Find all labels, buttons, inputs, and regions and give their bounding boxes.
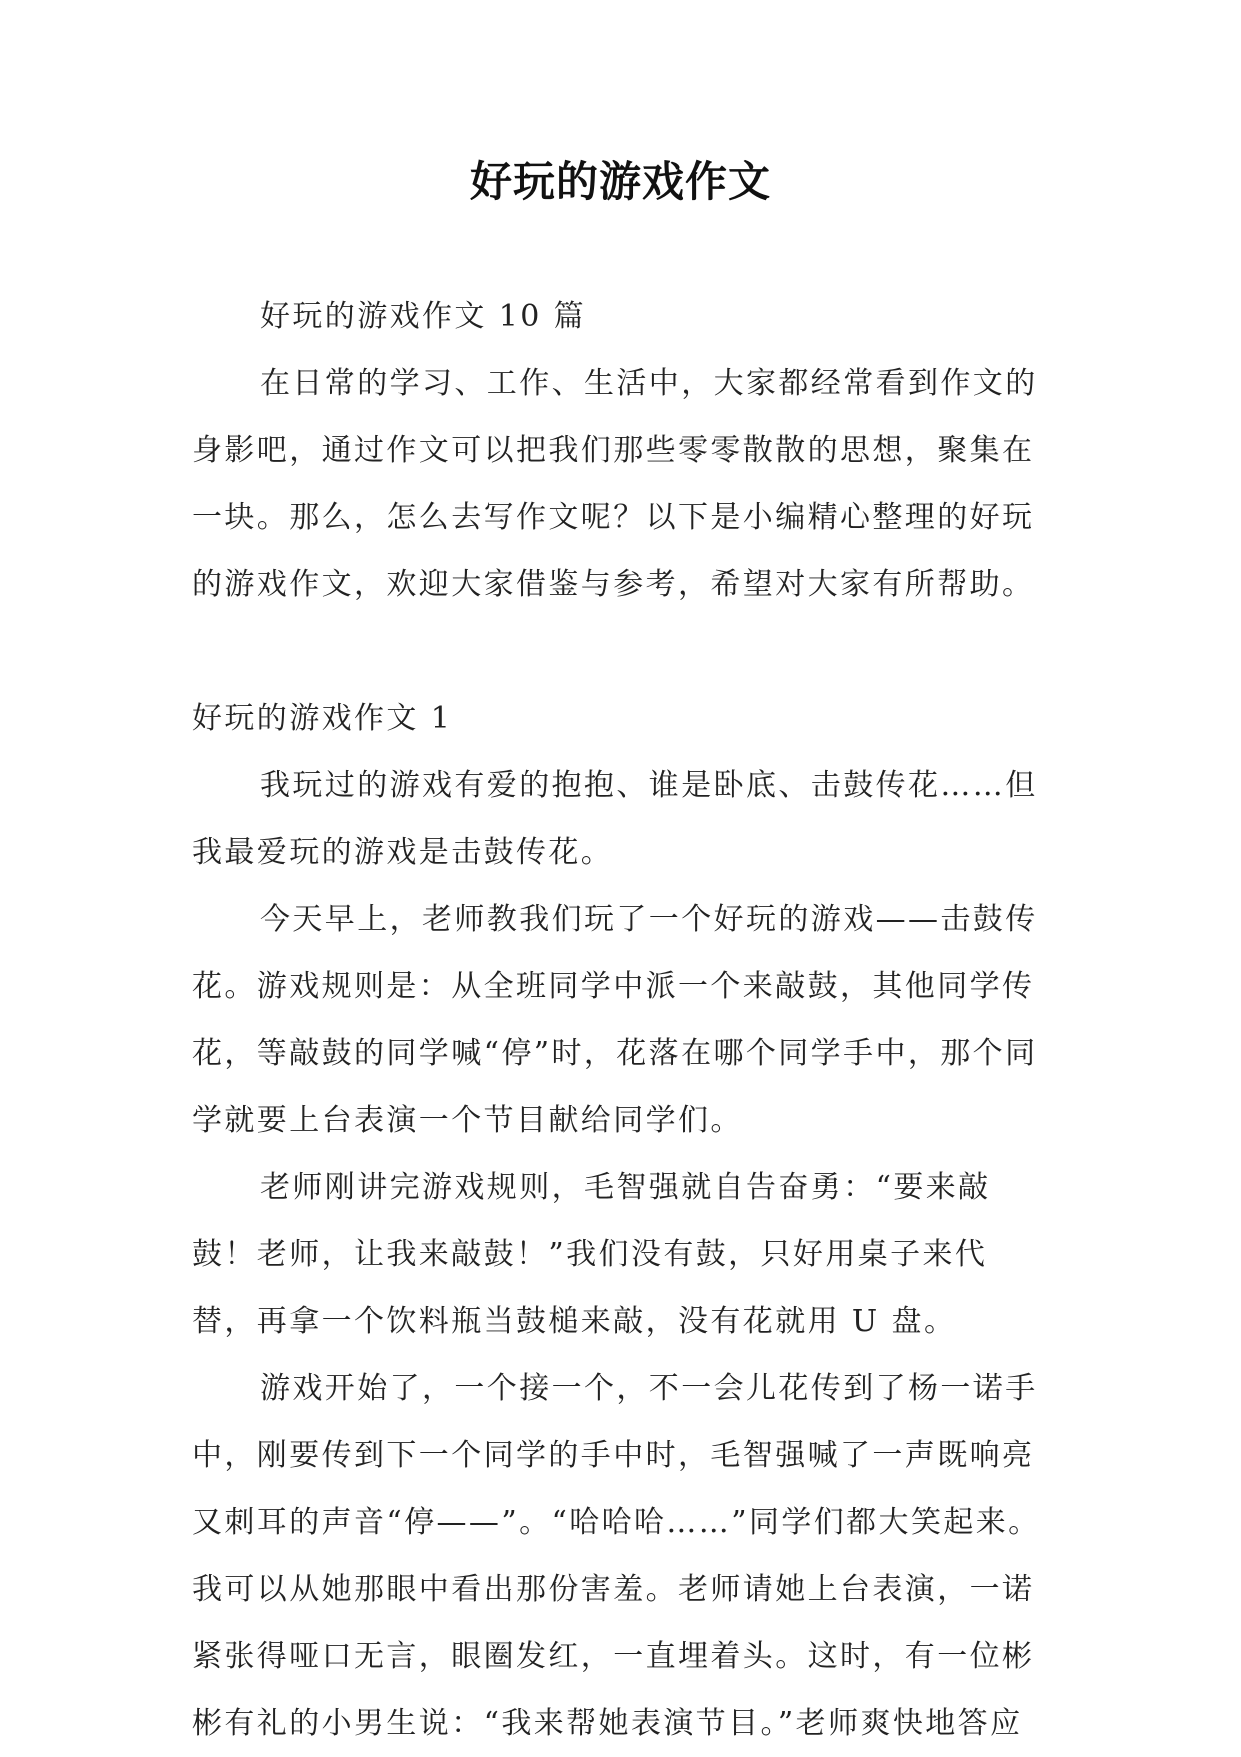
body-paragraph-2: 今天早上，老师教我们玩了一个好玩的游戏——击鼓传花。游戏规则是：从全班同学中派一个来敲鼓，其他同学传花，等敲鼓的同学喊“停”时，花落在哪个同学手中，那个同学就要上台表演一个节目献给同学们。 <box>192 902 1038 1138</box>
body-paragraph-4: 游戏开始了，一个接一个，不一会儿花传到了杨一诺手中，刚要传到下一个同学的手中时，毛智强喊了一声既响亮又刺耳的声音“停——”。“哈哈哈……”同学们都大笑起来。我可以从她那眼中看出那份害羞。老师请她上台表演，一诺紧张得哑口无言，眼圈发红，一直埋着头。这时，有一位彬彬有礼的小男生说：“我来帮她表演节目。”老师爽快地答应 <box>192 1371 1041 1741</box>
intro-paragraph: 在日常的学习、工作、生活中，大家都经常看到作文的身影吧，通过作文可以把我们那些零零散散的思想，聚集在一块。那么，怎么去写作文呢？以下是小编精心整理的好玩的游戏作文，欢迎大家借鉴与参考，希望对大家有所帮助。 <box>192 366 1038 602</box>
body-paragraph-1: 我玩过的游戏有爱的抱抱、谁是卧底、击鼓传花……但我最爱玩的游戏是击鼓传花。 <box>192 768 1038 870</box>
paragraph-spacer <box>192 618 1052 685</box>
document-body <box>192 283 1052 1757</box>
document-subtitle: 好玩的游戏作文 10 篇 <box>260 299 587 334</box>
section-heading: 好玩的游戏作文 1 <box>192 701 453 736</box>
document-title: 好玩的游戏作文 <box>469 157 771 206</box>
body-paragraph-3: 老师刚讲完游戏规则，毛智强就自告奋勇：“要来敲鼓！老师，让我来敲鼓！”我们没有鼓，只好用桌子来代替，再拿一个饮料瓶当鼓槌来敲，没有花就用 U 盘。 <box>192 1170 991 1339</box>
